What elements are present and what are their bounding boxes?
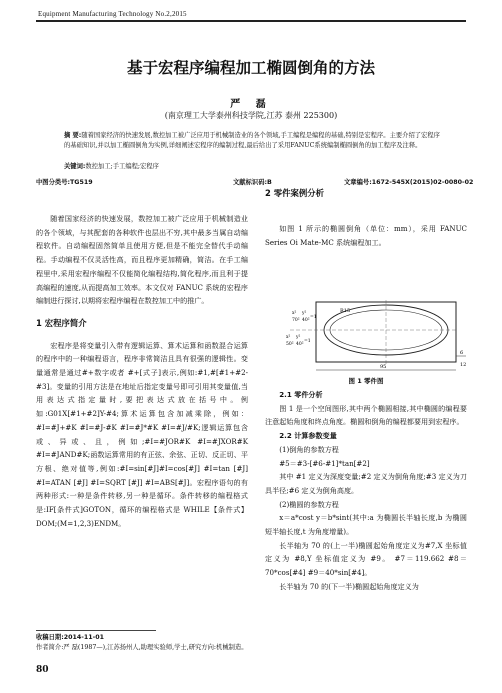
ellipse-equation-title: (2)椭圆的参数方程	[279, 499, 339, 509]
upper-ellipse-definition: 长半轴为 70 的(上一半)椭圆起始角度定义为#7,X 坐标值定义为 #8,Y 坐标值定义为 #9。 #7＝119.662 #8＝70*cos[#4] #9＝40*sin[#4]。	[265, 540, 467, 578]
chamfer-equation: #5＝#3-[#6-#1]*tan[#2]	[279, 458, 370, 468]
received-date: 收稿日期:2014-11-01	[36, 634, 104, 641]
page-number: 80	[36, 665, 49, 675]
doc-code: 文献标识码:B	[233, 179, 272, 186]
dim-12-label: 12	[460, 362, 467, 368]
eq1-x: x²	[292, 311, 297, 316]
eq2-rhs: =1	[304, 339, 311, 344]
footnotes	[36, 633, 248, 652]
part-drawing-figure	[280, 300, 470, 376]
left-column	[36, 212, 248, 530]
section2-heading-wrap	[265, 187, 467, 201]
abstract	[64, 131, 442, 151]
r15-label: R15	[340, 308, 351, 314]
section1-heading: 1 宏程序简介	[36, 317, 87, 328]
eq2-x: x²	[286, 335, 291, 340]
eq2-x-den: 50²	[286, 342, 294, 347]
figure-caption: 图 1 零件图	[348, 377, 384, 385]
keywords-text: 数控加工;手工编程;宏程序	[85, 163, 159, 170]
subsection-2-1-heading: 2.1 零件分析	[279, 390, 323, 399]
paper-title: 基于宏程序编程加工椭圆倒角的方法	[126, 59, 375, 77]
clc-number: 中图分类号:TG519	[36, 179, 93, 186]
affiliation: (南京理工大学泰州科技学院,江苏 泰州 225300)	[164, 111, 338, 120]
right-column-bottom	[265, 388, 467, 594]
header-rule	[36, 20, 466, 22]
chamfer-variables: 其中 #1 定义为深度变量;#2 定义为倒角角度;#3 定义为刀具半径;#6 定义为倒角高度。	[265, 472, 467, 495]
dim-95-label: 95	[380, 364, 387, 370]
eq1-x-den: 70²	[292, 318, 300, 323]
section2-intro: 如图 1 所示的椭圆倒角（单位：mm），采用 FANUC Series Oi Mate-MC 系统编程加工。	[265, 224, 467, 247]
eq1-rhs: =1	[310, 315, 317, 320]
section2-heading: 2 零件案例分析	[265, 188, 324, 198]
lower-ellipse-definition: 长半轴为 70 的(下一半)椭圆起始角度定义为	[279, 581, 419, 591]
ellipse-equation: x＝a*cost y＝b*sint(其中:a 为椭圆长半轴长度,b 为椭圆短半轴长度,t 为角度增量)。	[265, 513, 467, 537]
keywords-label: 关键词:	[64, 163, 86, 170]
section1-paragraph: 宏程序是将变量引入带有逻辑运算、算术运算和函数混合运算的程序中的一种编程语言，程序非常简洁且具有很强的逻辑性。变量通常是通过#+数字或者 #+[式子]表示,例如:#1,#[#1+#2-#3]。变量的引用方法是在地址后指定变量号即可引用其变量值,当用表达式指定量时,要把表达式放在括号中。例如:G01X[#1+#2]Y-#4;算术运算包含加减乘除，例如：#I=#J+#K #I=#J-#K #I=#J*#K #I=#J/#K;逻辑运算包含或、异或、且，例如;#I=#JOR#K #I=#JXOR#K #I=#JAND#K;函数运算常用的有正弦、余弦、正切、反正切、平方根、绝对值等,例如:#I=sin[#J]#I=cos[#J] #I=tan [#J] #I=ATAN [#J] #I=SQRT [#J] #I=ABS[#J]。宏程序语句的有两种形式:一种是条件转移,另一种是循环。条件转移的编程格式是:IF[条件式]GOTON，循环的编程格式是 WHILE【条件式】DOM;(M=1,2,3)ENDM。	[36, 340, 248, 528]
eq2-y: y²	[296, 335, 301, 340]
author-bio: 作者简介:严 磊(1987—),江苏扬州人,助理实验师,学士,研究方向:机械制造。	[36, 643, 248, 651]
chamfer-equation-title: (1)倒角的参数方程	[279, 444, 339, 454]
eq2-y-den: 40²	[296, 342, 304, 347]
eq1-y-den: 40²	[302, 318, 310, 323]
author: 严 磊	[230, 99, 272, 110]
keywords	[64, 162, 442, 172]
article-number: 文章编号:1672-545X(2015)02-0080-02	[344, 179, 474, 186]
abstract-text: 随着国家经济的快速发展,数控加工被广泛应用于机械制造业的各个领域,手工编程是编程的基础,特别是宏程序。主要介绍了宏程序的基础知识,并以加工椭圆倒角为实例,详细阐述宏程序的编制过程,最后给出了采用FANUC系统编制椭圆倒角的加工程序及注释。	[64, 132, 440, 149]
eq1-y: y²	[302, 311, 307, 316]
dim-6-label: 6	[460, 350, 464, 356]
subsection-2-2-heading: 2.2 计算参数变量	[279, 431, 337, 441]
subsection-2-1-text: 图 1 是一个空间图形,其中两个椭圆相接,其中椭圆的编程要注意起始角度和终点角度。椭圆和倒角的编程都要用到宏程序。	[265, 403, 467, 427]
journal-header: Equipment Manufacturing Technology No.2,2015	[38, 10, 187, 18]
right-column-top	[265, 222, 467, 249]
abstract-label: 摘 要:	[64, 132, 82, 139]
intro-paragraph: 随着国家经济的快速发展，数控加工被广泛应用于机械制造业的各个领域，与其配套的各种软件也层出不穷,其中最多当属自动编程软件。自动编程固然简单且使用方便,但是不能完全替代手动编程。手动编程不仅灵活性高，而且程序更加精确，简洁。在手工编程里中,采用宏程序编程不仅能简化编程结构,简化程序,而且利于提高编程的速度,从而提高加工效率。本文仅对 FANUC 系统的宏程序编制进行探讨,以期将宏程序编程在数控加工中的推广。	[36, 214, 248, 306]
footnote-rule	[36, 630, 156, 631]
